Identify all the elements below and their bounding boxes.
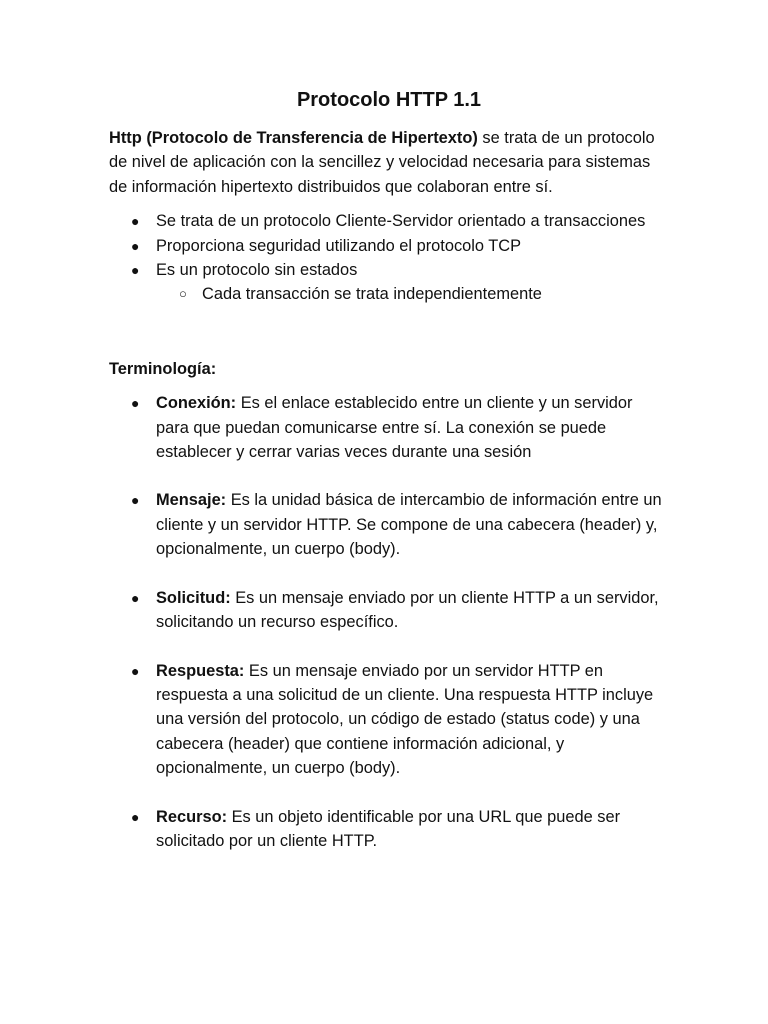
feature-text: Proporciona seguridad utilizando el protocolo TCP <box>156 236 522 255</box>
bullet-icon: ● <box>131 262 140 279</box>
intro-paragraph <box>109 126 669 199</box>
bullet-icon: ● <box>131 492 140 509</box>
term-definition: Es la unidad básica de intercambio de información entre un cliente y un servidor HTTP. Se compone de una cabecera (header) y, opcionalmente, un cuerpo (body). <box>156 491 662 559</box>
bullet-icon: ● <box>131 237 140 254</box>
page-title: Protocolo HTTP 1.1 <box>296 89 482 111</box>
term-label: Recurso: <box>156 807 228 826</box>
bullet-icon: ● <box>131 589 140 606</box>
list-item <box>109 258 669 307</box>
list-item <box>109 234 669 258</box>
list-item <box>109 488 669 561</box>
document-page <box>109 86 669 877</box>
term-definition: Es un mensaje enviado por un servidor HTTP en respuesta a una solicitud de un cliente. Una respuesta HTTP incluye una versión del protocolo, un código de estado (status code) y una cabecera (header) que contiene información adicional, y opcionalmente, un cuerpo (body). <box>156 661 654 778</box>
term-definition: Es un mensaje enviado por un cliente HTTP a un servidor, solicitando un recurso específico. <box>156 588 659 632</box>
term-definition: Es un objeto identificable por una URL que puede ser solicitado por un cliente HTTP. <box>156 807 621 850</box>
term-label: Mensaje: <box>156 491 227 510</box>
list-item <box>109 659 669 781</box>
feature-list <box>109 209 669 307</box>
term-label: Conexión: <box>156 394 237 413</box>
term-definition: Es el enlace establecido entre un cliente y un servidor para que puedan comunicarse entre sí. La conexión se puede establecer y cerrar varias veces durante una sesión <box>156 394 633 462</box>
list-item <box>156 282 669 306</box>
term-label: Respuesta: <box>156 661 245 680</box>
bullet-icon: ● <box>131 213 140 230</box>
bullet-icon: ● <box>131 808 140 825</box>
list-item <box>109 805 669 854</box>
bullet-icon: ● <box>131 395 140 412</box>
terminology-heading: Terminología: <box>109 359 217 378</box>
list-item <box>109 209 669 233</box>
hollow-bullet-icon: ○ <box>179 286 187 302</box>
sub-feature-list <box>156 282 669 306</box>
bullet-icon: ● <box>131 662 140 679</box>
intro-bold-term: Http (Protocolo de Transferencia de Hipertexto) <box>109 129 478 147</box>
list-item <box>109 391 669 464</box>
feature-text: Es un protocolo sin estados <box>156 261 358 280</box>
feature-text: Se trata de un protocolo Cliente-Servidor orientado a transacciones <box>156 212 646 231</box>
terminology-list <box>109 391 669 853</box>
sub-feature-text: Cada transacción se trata independientemente <box>202 285 542 304</box>
intro-text: se trata de un protocolo de nivel de aplicación con la sencillez y velocidad necesaria para sistemas de información hipertexto distribuidos que colaboran entre sí. <box>109 129 655 196</box>
list-item <box>109 586 669 635</box>
term-label: Solicitud: <box>156 588 231 607</box>
